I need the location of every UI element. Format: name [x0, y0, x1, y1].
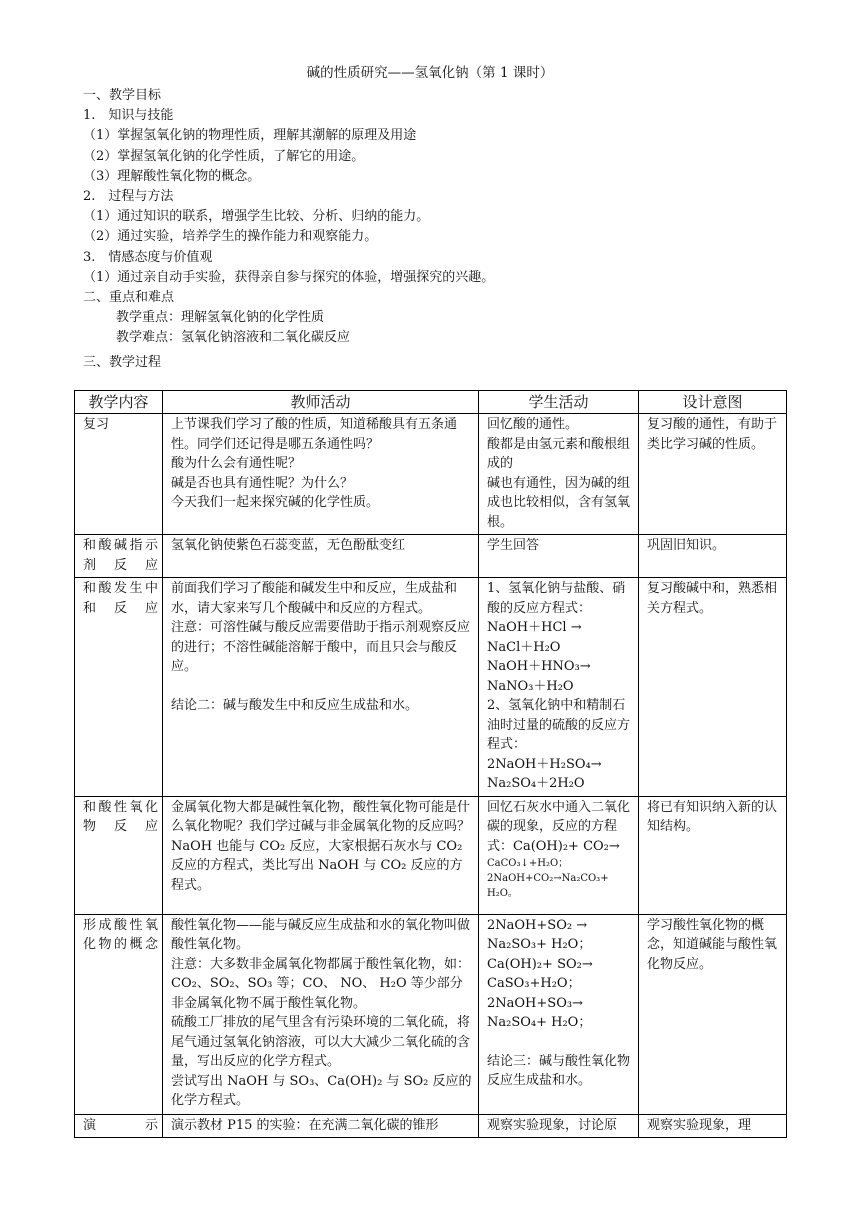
- cell-text: 碱也有通性，因为碱的组成也比较相似，含有氢氧根。: [487, 475, 631, 530]
- column-header: 设计意图: [639, 391, 787, 414]
- cell-text: 演 示: [83, 1117, 158, 1133]
- cell-text: 2NaOH＋H₂SO₄→: [487, 756, 602, 772]
- table-row: [75, 796, 787, 914]
- cell-text: 2NaOH+CO₂→Na₂CO₃+: [487, 873, 609, 884]
- cell-student: [479, 914, 639, 1114]
- cell-text: 将已有知识纳入新的认知结构。: [647, 799, 778, 834]
- difficult-point: 教学难点：氢氧化钠溶液和二氧化碳反应: [116, 330, 351, 346]
- objective-heading-knowledge: 1. 知识与技能: [83, 108, 174, 124]
- cell-text: Ca(OH)₂+ SO₂→: [487, 956, 593, 972]
- section-heading-process: 三、教学过程: [83, 354, 162, 370]
- cell-intent: [639, 796, 787, 914]
- cell-student: [479, 535, 639, 578]
- cell-text: 复习酸的通性，有助于类比学习碱的性质。: [647, 417, 778, 452]
- cell-text: 2、氢氧化钠中和精制石油时过量的硫酸的反应方程式：: [487, 698, 631, 752]
- cell-text: 酸性氧化物——能与碱反应生成盐和水的氧化物叫做酸性氧化物。: [171, 917, 471, 952]
- cell-text: 尝试写出 NaOH 与 SO₃、Ca(OH)₂ 与 SO₂ 反应的化学方程式。: [171, 1073, 472, 1108]
- cell-text: 金属氧化物大都是碱性氧化物，酸性氧化物可能是什么氧化物呢？我们学过碱与非金属氧化物的反应吗？: [171, 799, 471, 834]
- cell-text: 酸都是由氢元素和酸根组成的: [487, 436, 631, 471]
- cell-text: Na₂SO₄＋2H₂O: [487, 776, 585, 791]
- cell-text: Na₂SO₃+ H₂O；: [487, 937, 592, 952]
- cell-text: 学生回答: [487, 538, 540, 553]
- cell-content: [75, 914, 163, 1114]
- cell-text: 今天我们一起来探究碱的化学性质。: [171, 495, 380, 510]
- teaching-process-table: [74, 390, 787, 1138]
- cell-intent: [639, 914, 787, 1114]
- objective-item: （3）理解酸性氧化物的概念。: [83, 168, 261, 184]
- cell-text: 和酸性氧化物反应: [83, 799, 158, 834]
- cell-intent: [639, 578, 787, 797]
- cell-intent: [639, 414, 787, 535]
- cell-text: 注意：可溶性碱与酸反应需要借助于指示剂观察反应的进行；不溶性碱能溶解于酸中，而且只会与酸反应。: [171, 620, 471, 674]
- cell-student: [479, 1114, 639, 1138]
- cell-text: 1、氢氧化钠与盐酸、硝酸的反应方程式：: [487, 581, 626, 616]
- cell-intent: [639, 1114, 787, 1138]
- cell-text: H₂O。: [487, 888, 518, 899]
- cell-text: 复习: [83, 417, 110, 432]
- cell-text: 学习酸性氧化物的概念，知道碱能与酸性氧化物反应。: [647, 917, 778, 972]
- objective-item: （2）通过实验，培养学生的操作能力和观察能力。: [83, 229, 378, 245]
- table-row: [75, 578, 787, 797]
- cell-text: Na₂SO₄+ H₂O；: [487, 1015, 592, 1030]
- objective-heading-process: 2. 过程与方法: [83, 189, 174, 205]
- cell-text: NaNO₃＋H₂O: [487, 678, 574, 694]
- table-row: [75, 914, 787, 1114]
- cell-text: 回忆石灰水中通入二氧化碳的现象，反应的方程式：Ca(OH)₂+ CO₂→: [487, 799, 631, 854]
- section-heading-key-points: 二、重点和难点: [83, 290, 175, 306]
- cell-teacher: [163, 578, 479, 797]
- cell-student: [479, 796, 639, 914]
- cell-text: 观察实验现象，理: [647, 1117, 752, 1133]
- column-header: 教师活动: [163, 391, 479, 414]
- cell-content: [75, 535, 163, 578]
- cell-teacher: [163, 914, 479, 1114]
- blank-line: [487, 1033, 632, 1052]
- table-header-row: [75, 391, 787, 414]
- cell-text: 2NaOH+SO₂ →: [487, 917, 588, 933]
- cell-text: 前面我们学习了酸能和碱发生中和反应，生成盐和水，请大家来写几个酸碱中和反应的方程式。: [171, 581, 458, 616]
- cell-text: 巩固旧知识。: [647, 538, 726, 553]
- lesson-outline: [83, 86, 783, 373]
- objective-item: （1）掌握氢氧化钠的物理性质，理解其潮解的原理及用途: [83, 128, 417, 144]
- cell-teacher: [163, 414, 479, 535]
- objective-item: （2）掌握氢氧化钠的化学性质，了解它的用途。: [83, 148, 365, 164]
- cell-text: 形成酸性氧化物的概念: [83, 917, 158, 952]
- cell-text: 注意：大多数非金属氧化物都属于酸性氧化物，如：CO₂、SO₂、SO₃ 等；CO、 NO、 H₂O 等少部分非金属氧化物不属于酸性氧化物。: [171, 956, 471, 1011]
- cell-teacher: [163, 1114, 479, 1138]
- cell-text: NaOH 也能与 CO₂ 反应，大家根据石灰水与 CO₂ 反应的方程式，类比写出 NaOH 与 CO₂ 反应的方程式。: [171, 838, 463, 893]
- cell-text: 氢氧化钠使紫色石蕊变蓝，无色酚酞变红: [171, 538, 406, 553]
- objective-item: （1）通过亲自动手实验，获得亲自参与探究的体验，增强探究的兴趣。: [83, 269, 495, 285]
- cell-text: 观察实验现象，讨论原: [487, 1117, 618, 1133]
- cell-text: 硫酸工厂排放的尾气里含有污染环境的二氧化硫，将尾气通过氢氧化钠溶液，可以大大减少二氧化硫的含量，写出反应的化学方程式。: [171, 1015, 471, 1069]
- cell-text: 2NaOH+SO₃→: [487, 995, 583, 1011]
- cell-text: NaCl＋H₂O: [487, 639, 561, 655]
- page-title: 碱的性质研究——氢氧化钠（第 1 课时）: [306, 65, 554, 81]
- cell-text: 上节课我们学习了酸的性质，知道稀酸具有五条通性。同学们还记得是哪五条通性吗？: [171, 417, 458, 452]
- cell-text: 碱是否也具有通性呢？为什么？: [171, 475, 354, 491]
- cell-text: 和酸发生中和反应: [83, 581, 158, 616]
- cell-text: 和酸碱指示剂反应: [83, 538, 158, 573]
- cell-teacher: [163, 535, 479, 578]
- objective-item: （1）通过知识的联系，增强学生比较、分析、归纳的能力。: [83, 209, 430, 225]
- cell-intent: [639, 535, 787, 578]
- cell-content: [75, 578, 163, 797]
- cell-content: [75, 414, 163, 535]
- section-heading-objectives: 一、教学目标: [83, 88, 162, 103]
- table-row: [75, 1114, 787, 1138]
- table-row: [75, 535, 787, 578]
- cell-text: NaOH＋HCl →: [487, 620, 582, 635]
- cell-teacher: [163, 796, 479, 914]
- cell-text: CaCO₃↓+H₂O；: [487, 858, 569, 869]
- objective-heading-attitude: 3. 情感态度与价值观: [83, 249, 213, 265]
- cell-text: 结论二：碱与酸发生中和反应生成盐和水。: [171, 697, 419, 713]
- column-header: 学生活动: [479, 391, 639, 414]
- key-point: 教学重点：理解氢氧化钠的化学性质: [116, 310, 325, 326]
- cell-text: NaOH＋HNO₃→: [487, 659, 591, 674]
- cell-content: [75, 796, 163, 914]
- cell-text: 回忆酸的通性。: [487, 417, 579, 432]
- cell-student: [479, 578, 639, 797]
- table-row: [75, 414, 787, 535]
- cell-text: 酸为什么会有通性呢？: [171, 456, 302, 471]
- cell-text: CaSO₃+H₂O；: [487, 976, 581, 991]
- cell-text: 复习酸碱中和，熟悉相关方程式。: [647, 581, 778, 616]
- cell-text: 演示教材 P15 的实验：在充满二氧化碳的锥形: [171, 1117, 439, 1133]
- cell-student: [479, 414, 639, 535]
- column-header: 教学内容: [75, 391, 163, 414]
- cell-text: 结论三：碱与酸性氧化物反应生成盐和水。: [487, 1053, 631, 1088]
- blank-line: [171, 677, 472, 696]
- cell-content: [75, 1114, 163, 1138]
